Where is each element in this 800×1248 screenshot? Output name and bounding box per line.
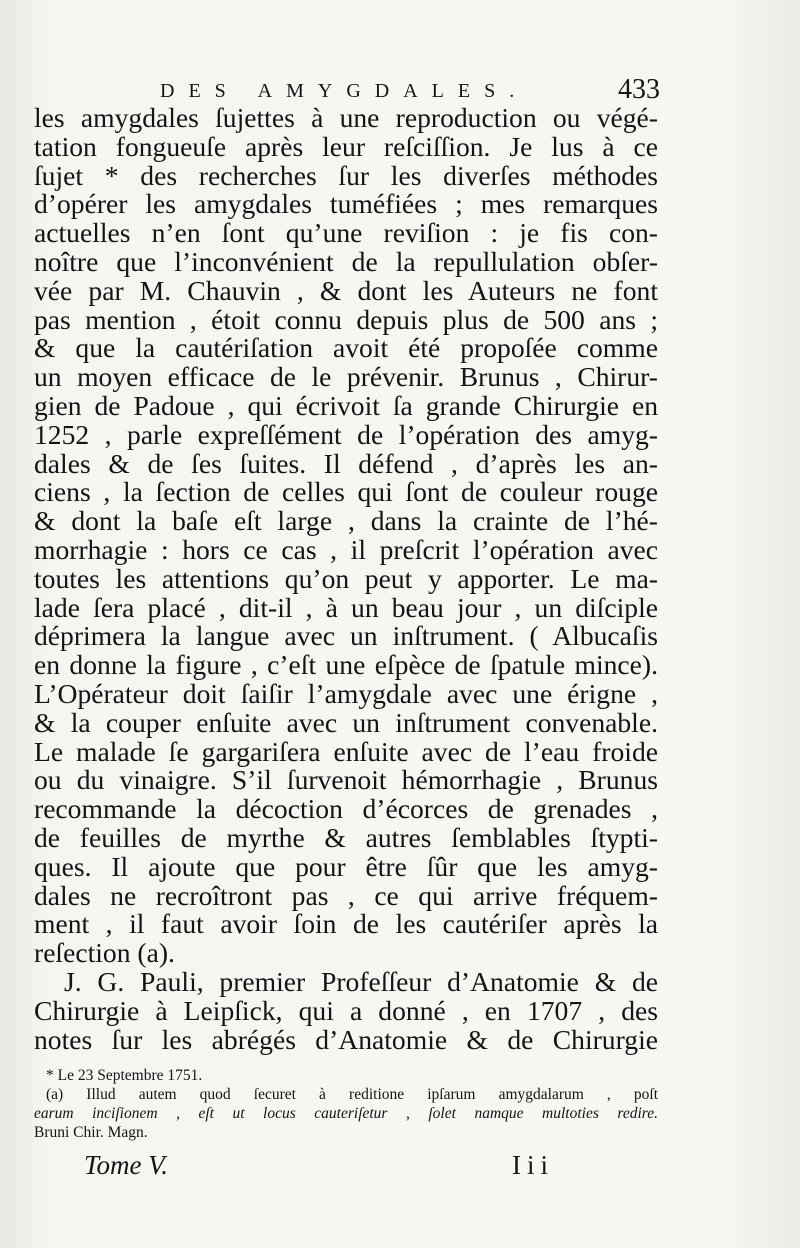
- text-line: recommande la décoction d’écorces de grenades ,: [34, 793, 658, 825]
- footnote-a-line: Bruni Chir. Magn.: [34, 1124, 148, 1141]
- footnotes: [34, 1066, 658, 1142]
- text-line: J. G. Pauli, premier Profeſſeur d’Anatomie & de: [64, 965, 658, 997]
- text-line: morrhagie : hors ce cas , il preſcrit l’opération avec: [34, 533, 658, 565]
- page-number: 433: [618, 74, 660, 105]
- text-line: d’opérer les amygdales tuméfiées ; mes remarques: [34, 188, 658, 220]
- text-line: ciens , la ſection de celles qui ſont de couleur rouge: [34, 476, 658, 508]
- text-line: déprimera la langue avec un inſtrument. ( Albucaſis: [34, 620, 658, 652]
- text-line: 1252 , parle expreſſément de l’opération des amyg-: [34, 418, 658, 450]
- text-line: dales & de ſes ſuites. Il défend , d’après les an-: [34, 447, 658, 479]
- text-line: gien de Padoue , qui écrivoit ſa grande Chirurgie en: [34, 389, 658, 421]
- footnote-a-line: (a) Illud autem quod ſecuret à reditione ipſarum amygdalarum , poſt: [46, 1086, 658, 1103]
- text-line: ſujet * des recherches ſur les diverſes méthodes: [34, 159, 658, 191]
- footnote-star: * Le 23 Septembre 1751.: [46, 1067, 203, 1084]
- text-line: en donne la figure , c’eſt une eſpèce de ſpatule mince).: [34, 649, 658, 681]
- text-line: & dont la baſe eſt large , dans la crainte de l’hé-: [34, 505, 658, 537]
- text-line: & la couper enſuite avec un inſtrument convenable.: [34, 706, 658, 738]
- text-line: lade ſera placé , dit-il , à un beau jour , un diſciple: [34, 591, 658, 623]
- text-line: actuelles n’en ſont qu’une reviſion : je fis con-: [34, 217, 658, 249]
- text-line: de feuilles de myrthe & autres ſemblables ſtypti-: [34, 821, 658, 853]
- text-line: dales ne recroîtront pas , ce qui arrive fréquem-: [34, 879, 658, 911]
- text-line: reſection (a).: [34, 937, 175, 969]
- signature-row: [84, 1150, 564, 1190]
- text-line: un moyen efficace de le prévenir. Brunus , Chirur-: [34, 361, 658, 393]
- text-line: noître que l’inconvénient de la repullulation obſer-: [34, 245, 658, 277]
- body-text: [34, 104, 658, 1054]
- text-line: ment , il faut avoir ſoin de les cautériſer après la: [34, 908, 658, 940]
- text-line: Chirurgie à Leipſick, qui a donné , en 1707 , des: [34, 994, 658, 1026]
- text-line: tation fongueuſe après leur reſciſſion. Je lus à ce: [34, 130, 658, 162]
- text-line: ques. Il ajoute que pour être ſûr que les amyg-: [34, 850, 658, 882]
- text-line: L’Opérateur doit ſaiſir l’amygdale avec une érigne ,: [34, 677, 658, 709]
- volume-label: Tome V.: [84, 1150, 169, 1180]
- running-head: DES AMYGDALES.: [160, 80, 529, 102]
- text-line: notes ſur les abrégés d’Anatomie & de Chirurgie: [34, 1023, 658, 1055]
- text-line: pas mention , étoit connu depuis plus de 500 ans ;: [34, 303, 658, 335]
- signature-mark: Iii: [512, 1150, 554, 1180]
- text-line: Le malade ſe gargariſera enſuite avec de l’eau froide: [34, 735, 658, 767]
- text-line: & que la cautériſation avoit été propoſée comme: [34, 332, 658, 364]
- text-line: ou du vinaigre. S’il ſurvenoit hémorrhagie , Brunus: [34, 764, 658, 796]
- text-line: vée par M. Chauvin , & dont les Auteurs ne font: [34, 274, 658, 306]
- footnote-a-line: earum inciſionem , eſt ut locus cauteriſetur , ſolet namque multoties redire.: [34, 1105, 658, 1122]
- text-line: les amygdales ſujettes à une reproduction ou végé-: [34, 102, 658, 133]
- text-line: toutes les attentions qu’on peut y apporter. Le ma-: [34, 562, 658, 594]
